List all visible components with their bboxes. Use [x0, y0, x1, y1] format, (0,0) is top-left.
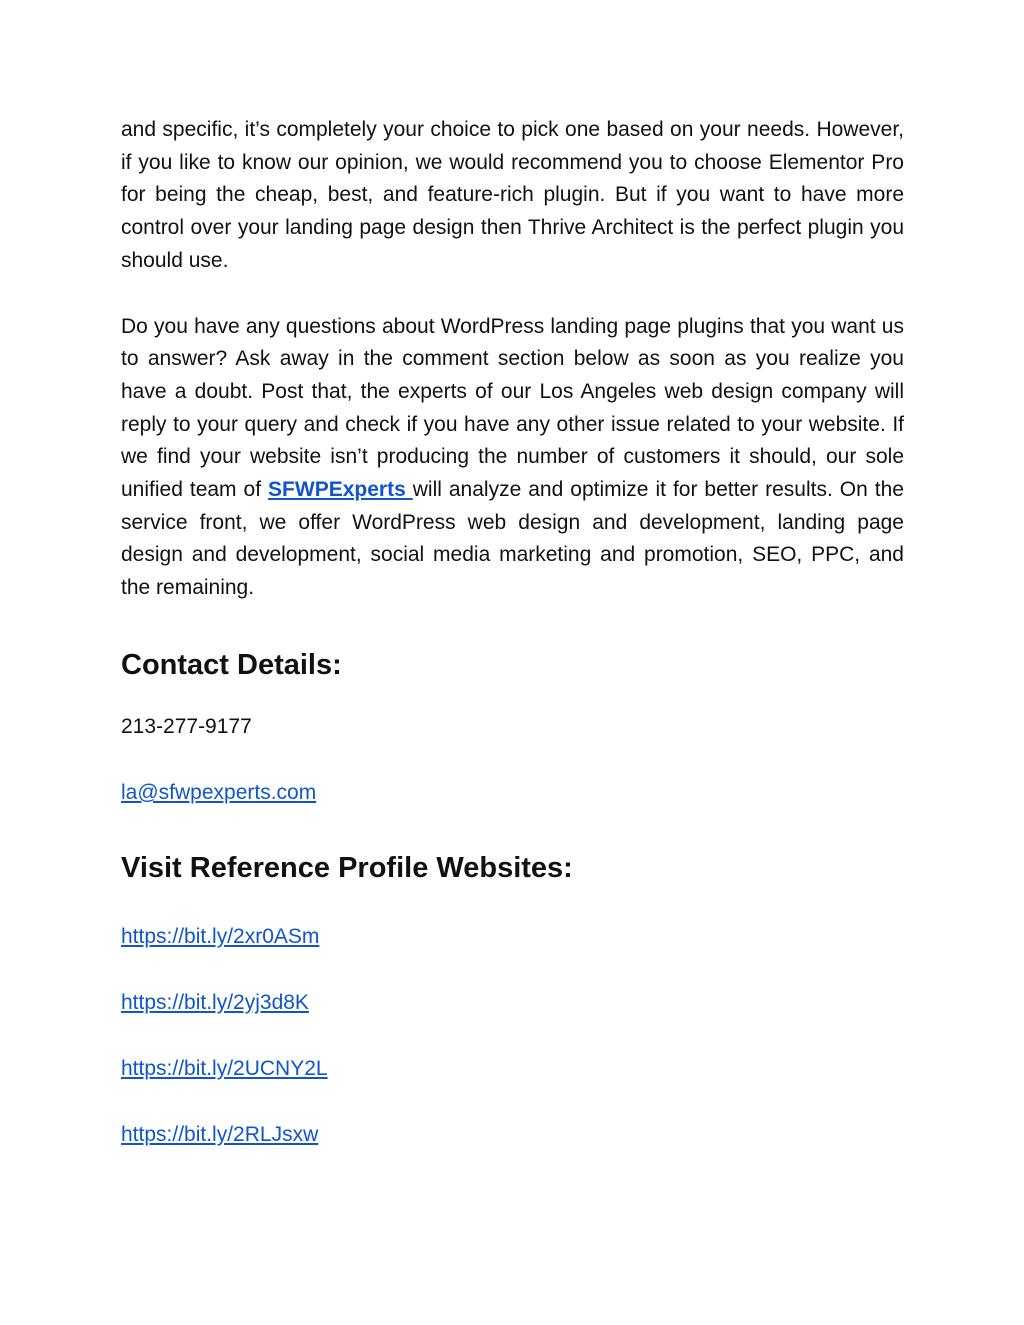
paragraph-questions: [121, 311, 904, 605]
sfwpexperts-link[interactable]: SFWPExperts: [268, 478, 413, 502]
paragraph-questions-text-start: Do you have any questions about WordPress landing page plugins that you want us to answer? Ask away in the comment section below as soon as you realize you have a doubt. Post that, the experts of our Los Angeles web design company will reply to your query and check if you have any other issue related to your website. If we find your website isn’t producing the number of customers it should, our sole unified team of: [121, 314, 904, 502]
reference-link-1[interactable]: https://bit.ly/2xr0ASm: [121, 924, 320, 948]
paragraph-plugin-choice: and specific, it’s completely your choice to pick one based on your needs. However, if you like to know our opinion, we would recommend you to choose Elementor Pro for being the cheap, best, and feature-rich plugin. But if you want to have more control over your landing page design then Thrive Architect is the perfect plugin you should use.: [121, 118, 904, 272]
reference-link-list: [121, 921, 904, 1151]
email-link[interactable]: la@sfwpexperts.com: [121, 780, 317, 804]
list-item: [121, 987, 904, 1019]
contact-details-heading: Contact Details:: [121, 648, 342, 681]
paragraph-questions-text-end: will analyze and optimize it for better results. On the service front, we offer WordPress web design and development, landing page design and development, social media marketing and promotion, SEO, PPC, and the remaining.: [121, 478, 904, 600]
reference-link-2[interactable]: https://bit.ly/2yj3d8K: [121, 990, 309, 1014]
reference-websites-heading: Visit Reference Profile Websites:: [121, 851, 573, 884]
list-item: [121, 921, 904, 953]
document-page: [121, 114, 904, 1151]
phone-number: 213-277-9177: [121, 714, 252, 738]
email-line: [121, 777, 904, 809]
list-item: [121, 1119, 904, 1151]
reference-link-4[interactable]: https://bit.ly/2RLJsxw: [121, 1122, 319, 1146]
list-item: [121, 1053, 904, 1085]
reference-link-3[interactable]: https://bit.ly/2UCNY2L: [121, 1056, 328, 1080]
